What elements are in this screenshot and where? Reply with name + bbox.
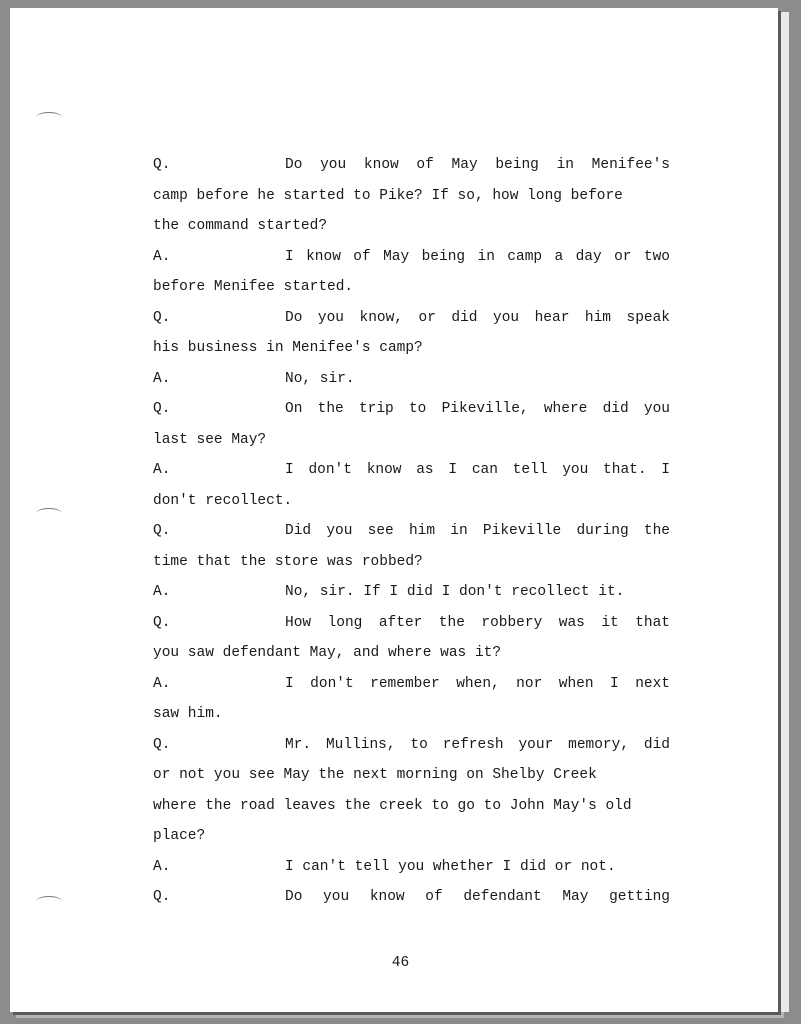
line-text: I don't know as I can tell you that. I <box>285 462 670 478</box>
question-marker: Q. <box>153 889 171 905</box>
line-text: place? <box>153 828 206 844</box>
transcript-line <box>150 486 670 517</box>
line-text: before Menifee started. <box>153 279 354 295</box>
hole-punch-mark <box>36 896 62 907</box>
answer-marker: A. <box>153 248 171 265</box>
transcript-line <box>150 577 670 608</box>
transcript-line <box>150 791 670 822</box>
transcript-line <box>150 669 670 700</box>
line-text: I don't remember when, nor when I next <box>285 675 670 692</box>
transcript-line <box>150 272 670 303</box>
transcript-line <box>150 516 670 547</box>
transcript-line <box>150 364 670 395</box>
question-marker: Q. <box>153 614 171 631</box>
line-text: time that the store was robbed? <box>153 553 423 570</box>
transcript-line <box>150 608 670 639</box>
transcript-line <box>150 455 670 486</box>
transcript-line <box>150 303 670 334</box>
transcript-line <box>150 821 670 852</box>
line-text: Did you see him in Pikeville during the <box>285 523 670 539</box>
line-text: you saw defendant May, and where was it? <box>153 645 502 661</box>
question-marker: Q. <box>153 309 171 326</box>
line-text: I can't tell you whether I did or not. <box>285 858 616 875</box>
transcript-line <box>150 150 670 181</box>
line-text: don't recollect. <box>153 492 293 509</box>
answer-marker: A. <box>153 675 171 692</box>
line-text: On the trip to Pikeville, where did you <box>285 401 670 417</box>
line-text: No, sir. <box>285 370 355 387</box>
answer-marker: A. <box>153 584 171 600</box>
page-edge <box>781 12 789 1012</box>
answer-marker: A. <box>153 462 171 478</box>
transcript-body <box>150 150 670 913</box>
transcript-line <box>150 242 670 273</box>
hole-punch-mark <box>36 112 62 123</box>
line-text: Do you know of defendant May getting <box>285 889 670 905</box>
line-text: Do you know, or did you hear him speak <box>285 309 670 326</box>
transcript-line <box>150 638 670 669</box>
transcript-line <box>150 547 670 578</box>
question-marker: Q. <box>153 157 171 173</box>
transcript-line <box>150 760 670 791</box>
transcript-line <box>150 882 670 913</box>
hole-punch-mark <box>36 508 62 519</box>
answer-marker: A. <box>153 858 171 875</box>
line-text: Do you know of May being in Menifee's <box>285 157 670 173</box>
transcript-line <box>150 333 670 364</box>
line-text: saw him. <box>153 706 223 722</box>
line-text: No, sir. If I did I don't recollect it. <box>285 584 625 600</box>
line-text: I know of May being in camp a day or two <box>285 248 670 265</box>
line-text: the command started? <box>153 218 328 234</box>
answer-marker: A. <box>153 370 171 387</box>
line-text: How long after the robbery was it that <box>285 614 670 631</box>
line-text: where the road leaves the creek to go to John May's old <box>153 797 632 814</box>
page-number: 46 <box>391 955 410 971</box>
line-text: last see May? <box>153 431 267 448</box>
transcript-line <box>150 730 670 761</box>
transcript-line <box>150 425 670 456</box>
line-text: his business in Menifee's camp? <box>153 340 423 356</box>
question-marker: Q. <box>153 523 171 539</box>
transcript-line <box>150 181 670 212</box>
transcript-line <box>150 852 670 883</box>
transcript-line <box>150 211 670 242</box>
question-marker: Q. <box>153 401 171 417</box>
transcript-line <box>150 699 670 730</box>
question-marker: Q. <box>153 736 171 753</box>
transcript-line <box>150 394 670 425</box>
line-text: Mr. Mullins, to refresh your memory, did <box>285 736 670 753</box>
line-text: or not you see May the next morning on Shelby Creek <box>153 767 597 783</box>
line-text: camp before he started to Pike? If so, how long before <box>153 187 623 204</box>
